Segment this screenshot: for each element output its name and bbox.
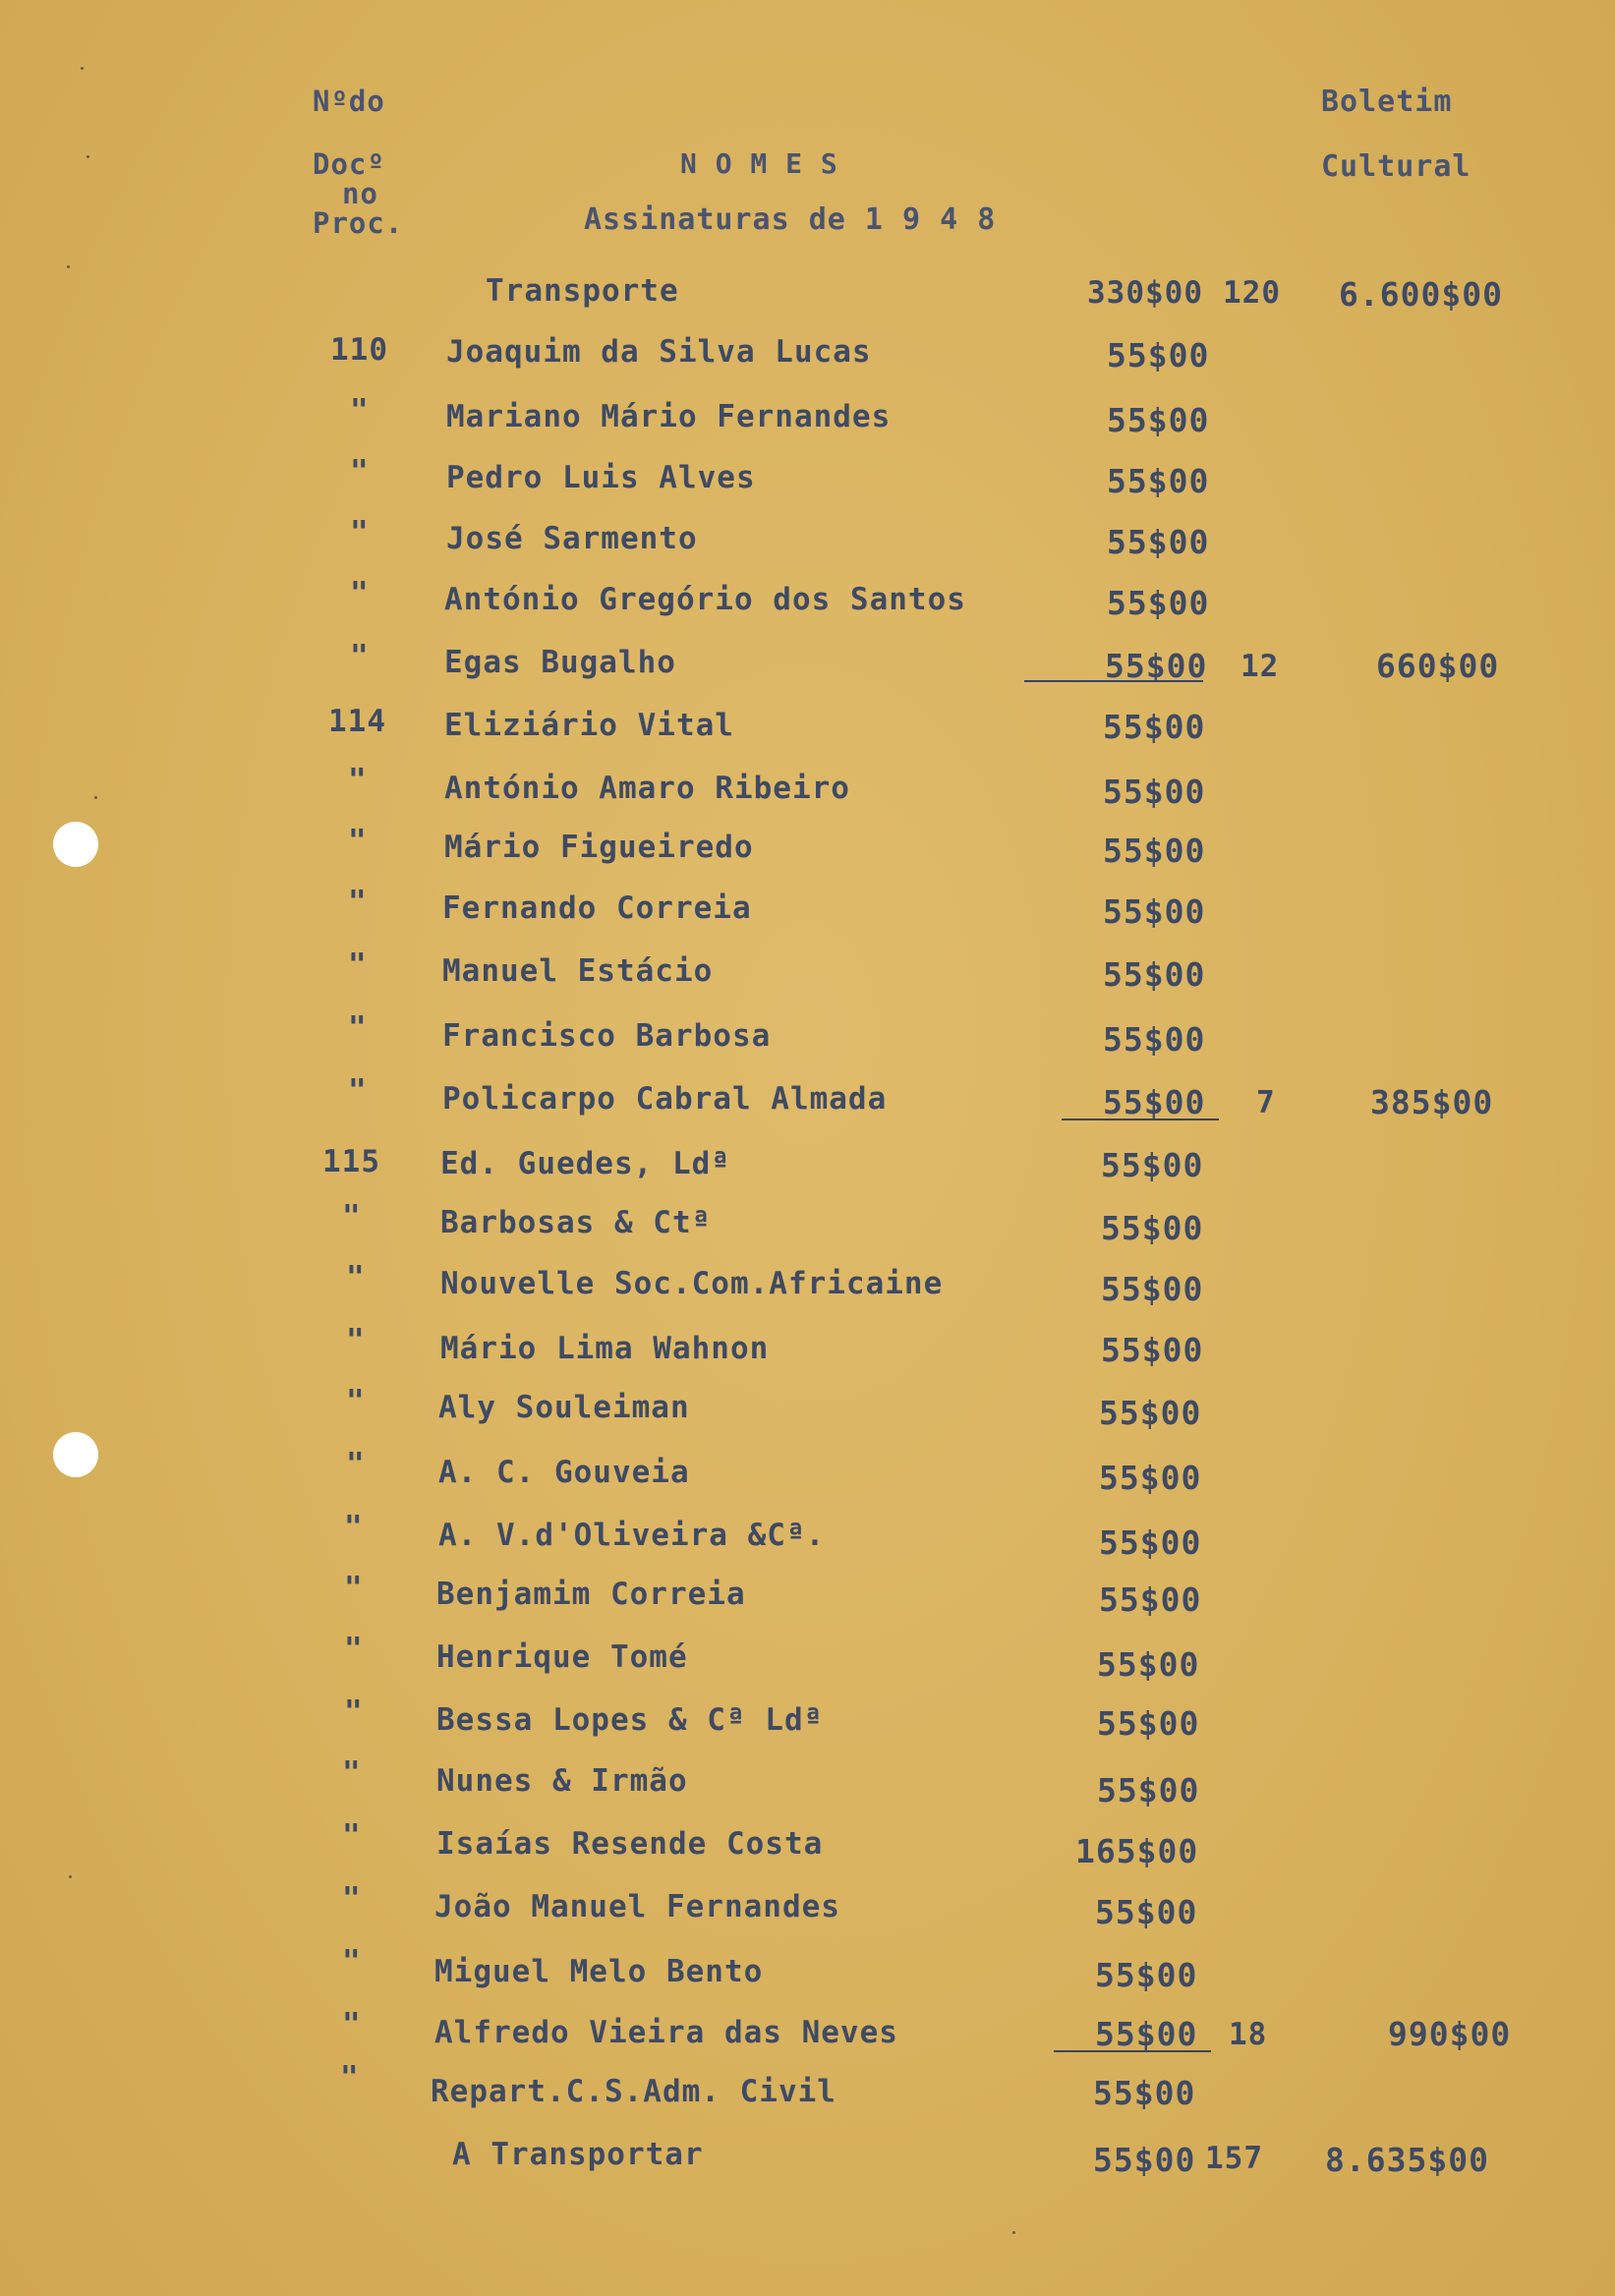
transporte-label: Transporte (486, 273, 679, 309)
row-count: 7 (1256, 1085, 1276, 1120)
row-doc: " (350, 393, 370, 429)
row-count: 12 (1240, 649, 1280, 684)
row-doc: " (346, 1447, 366, 1482)
row-name: Egas Bugalho (444, 645, 676, 680)
transporte-amount: 330$00 (1087, 275, 1203, 311)
row-name: A. C. Gouveia (438, 1455, 690, 1490)
row-amount: 55$00 (1093, 2074, 1196, 2112)
row-doc: " (348, 1073, 368, 1109)
row-amount: 55$00 (1107, 336, 1210, 374)
row-doc: " (348, 885, 368, 920)
row-name: Miguel Melo Bento (434, 1954, 764, 1989)
row-doc: " (348, 824, 368, 859)
header-no-do: Nºdo (313, 85, 385, 118)
row-amount: 55$00 (1101, 1270, 1204, 1308)
row-name: Manuel Estácio (442, 953, 714, 989)
row-total: 385$00 (1370, 1083, 1494, 1121)
row-amount: 55$00 (1107, 523, 1210, 561)
row-doc: " (348, 1010, 368, 1046)
row-amount: 55$00 (1103, 832, 1206, 870)
row-name: Ed. Guedes, Ldª (440, 1146, 730, 1181)
row-amount: 55$00 (1097, 1645, 1200, 1684)
row-doc: " (340, 2060, 360, 2095)
row-amount: 55$00 (1099, 1394, 1202, 1432)
row-amount: 55$00 (1103, 1020, 1206, 1059)
row-doc: " (342, 1755, 362, 1791)
row-doc: " (344, 1694, 364, 1730)
row-doc: 110 (330, 332, 388, 368)
row-doc: " (348, 947, 368, 983)
transporte-total: 6.600$00 (1339, 275, 1503, 314)
row-amount: 55$00 (1105, 647, 1208, 685)
row-amount: 55$00 (1103, 955, 1206, 994)
row-amount: 55$00 (1095, 1893, 1198, 1931)
row-amount: 55$00 (1095, 2015, 1198, 2053)
row-doc: " (344, 1632, 364, 1667)
row-name: A. V.d'Oliveira &Cª. (438, 1518, 826, 1553)
a-transportar-amount: 55$00 (1093, 2141, 1196, 2179)
header-boletim: Boletim (1321, 85, 1453, 119)
row-name: Aly Souleiman (438, 1390, 690, 1425)
row-amount: 55$00 (1101, 1331, 1204, 1369)
header-doc: Docº (313, 147, 385, 181)
row-name: Mariano Mário Fernandes (446, 399, 892, 434)
row-doc: " (350, 454, 370, 489)
row-name: Mário Lima Wahnon (440, 1331, 770, 1366)
header-proc: Proc. (313, 206, 404, 240)
row-count: 18 (1229, 2017, 1268, 2052)
row-amount: 55$00 (1103, 708, 1206, 746)
row-name: Barbosas & Ctª (440, 1205, 712, 1240)
transporte-count: 120 (1223, 275, 1281, 311)
row-amount: 55$00 (1099, 1523, 1202, 1562)
row-name: Joaquim da Silva Lucas (446, 334, 872, 370)
row-doc: 114 (328, 704, 386, 739)
header-assinaturas: Assinaturas de 1 9 4 8 (584, 202, 997, 237)
row-total: 990$00 (1388, 2015, 1512, 2053)
a-transportar-count: 157 (1205, 2141, 1263, 2176)
punch-hole-top (53, 822, 98, 867)
row-name: Benjamim Correia (436, 1577, 746, 1612)
row-name: Nunes & Irmão (436, 1763, 688, 1799)
row-amount: 55$00 (1103, 892, 1206, 931)
row-doc: " (350, 515, 370, 550)
row-name: Repart.C.S.Adm. Civil (431, 2074, 836, 2109)
header-no: no (342, 177, 378, 210)
row-name: Fernando Correia (442, 890, 752, 926)
row-name: Alfredo Vieira das Neves (434, 2015, 898, 2050)
row-doc: " (350, 576, 370, 611)
a-transportar-label: A Transportar (452, 2137, 704, 2172)
row-name: Eliziário Vital (444, 708, 734, 743)
header-nomes: N O M E S (680, 147, 838, 180)
row-doc: " (346, 1260, 366, 1295)
row-doc: " (342, 1881, 362, 1917)
row-doc: " (342, 1818, 362, 1854)
row-name: João Manuel Fernandes (434, 1889, 840, 1924)
row-amount: 55$00 (1101, 1146, 1204, 1184)
row-doc: " (348, 763, 368, 798)
a-transportar-total: 8.635$00 (1325, 2141, 1489, 2179)
row-name: José Sarmento (446, 521, 698, 556)
row-name: António Gregório dos Santos (444, 582, 966, 617)
row-amount: 55$00 (1103, 773, 1206, 811)
row-doc: " (342, 1944, 362, 1980)
row-doc: " (344, 1510, 364, 1545)
row-amount: 55$00 (1101, 1209, 1204, 1247)
row-name: Pedro Luis Alves (446, 460, 756, 495)
row-name: Bessa Lopes & Cª Ldª (436, 1702, 824, 1738)
row-doc: " (346, 1384, 366, 1419)
row-total: 660$00 (1376, 647, 1500, 685)
row-name: Nouvelle Soc.Com.Africaine (440, 1266, 944, 1301)
row-amount: 55$00 (1107, 401, 1210, 439)
row-name: Mário Figueiredo (444, 830, 754, 865)
punch-hole-bottom (53, 1432, 98, 1477)
row-name: Francisco Barbosa (442, 1018, 772, 1054)
header-cultural: Cultural (1321, 149, 1471, 184)
row-amount: 55$00 (1099, 1580, 1202, 1619)
row-amount: 55$00 (1097, 1771, 1200, 1809)
row-amount: 165$00 (1075, 1832, 1199, 1870)
row-amount: 55$00 (1099, 1459, 1202, 1497)
row-name: Henrique Tomé (436, 1639, 688, 1675)
row-doc: " (342, 1199, 362, 1234)
subtotal-underline (1024, 680, 1203, 682)
row-doc: " (344, 1571, 364, 1606)
subtotal-underline (1054, 2050, 1211, 2052)
row-doc: " (342, 2007, 362, 2042)
row-amount: 55$00 (1107, 462, 1210, 500)
row-doc: " (350, 639, 370, 674)
row-doc: 115 (322, 1144, 380, 1179)
row-name: Policarpo Cabral Almada (442, 1081, 888, 1117)
subtotal-underline (1062, 1119, 1219, 1120)
row-doc: " (346, 1323, 366, 1358)
row-name: Isaías Resende Costa (436, 1826, 824, 1862)
row-amount: 55$00 (1095, 1956, 1198, 1994)
row-amount: 55$00 (1103, 1083, 1206, 1121)
row-amount: 55$00 (1107, 584, 1210, 622)
row-amount: 55$00 (1097, 1704, 1200, 1743)
row-name: António Amaro Ribeiro (444, 771, 850, 806)
